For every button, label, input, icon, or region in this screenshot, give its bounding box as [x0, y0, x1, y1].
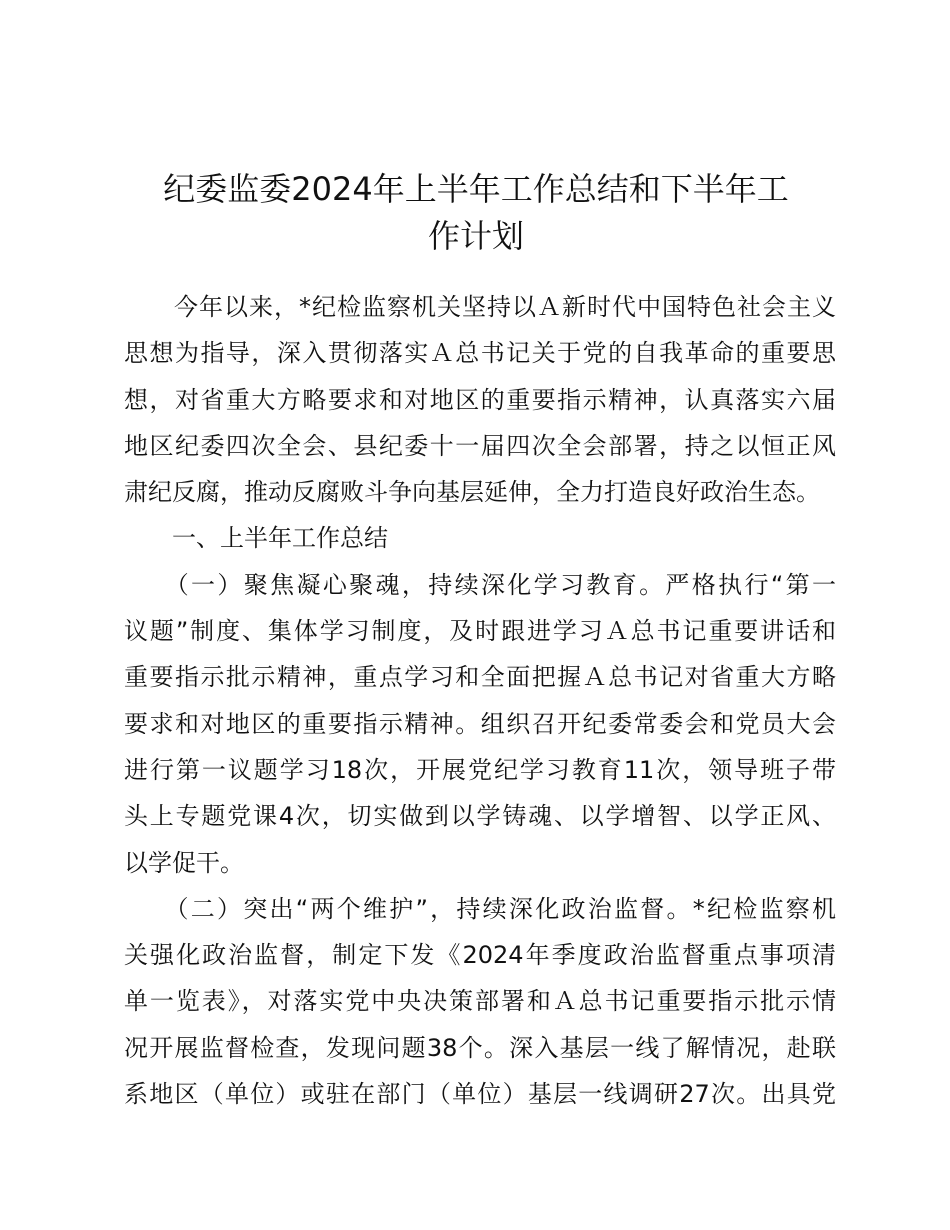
- body-line: 系地区（单位）或驻在部门（单位）基层一线调研27次。出具党: [124, 1080, 836, 1109]
- document-body: [124, 284, 836, 1117]
- body-line: 议题”制度、集体学习制度，及时跟进学习Ａ总书记重要讲话和: [124, 617, 836, 646]
- body-line: 重要指示批示精神，重点学习和全面把握Ａ总书记对省重大方略: [124, 663, 836, 692]
- body-line: 要求和对地区的重要指示精神。组织召开纪委常委会和党员大会: [124, 709, 836, 738]
- body-line: 肃纪反腐，推动反腐败斗争向基层延伸，全力打造良好政治生态。: [124, 478, 820, 507]
- body-line: 单一览表》，对落实党中央决策部署和Ａ总书记重要指示批示情: [124, 987, 836, 1016]
- body-line: （二）突出“两个维护”，持续深化政治监督。*纪检监察机: [124, 894, 836, 923]
- body-line: 地区纪委四次全会、县纪委十一届四次全会部署，持之以恒正风: [124, 431, 836, 460]
- body-line: 况开展监督检查，发现问题38个。深入基层一线了解情况，赴联: [124, 1033, 836, 1062]
- title-line-2: 作计划: [427, 217, 524, 255]
- document-title: [120, 166, 832, 260]
- body-line: 进行第一议题学习18次，开展党纪学习教育11次，领导班子带: [124, 755, 836, 784]
- body-line: 想，对省重大方略要求和对地区的重要指示精神，认真落实六届: [124, 385, 836, 414]
- body-line: 头上专题党课4次，切实做到以学铸魂、以学增智、以学正风、: [124, 802, 836, 831]
- body-line: 思想为指导，深入贯彻落实Ａ总书记关于党的自我革命的重要思: [124, 339, 836, 368]
- body-line: 以学促干。: [124, 848, 244, 877]
- section-heading: 一、上半年工作总结: [124, 524, 388, 553]
- body-line: 关强化政治监督，制定下发《2024年季度政治监督重点事项清: [124, 941, 836, 970]
- title-line-1: 纪委监委2024年上半年工作总结和下半年工: [163, 170, 789, 208]
- body-line: 今年以来，*纪检监察机关坚持以Ａ新时代中国特色社会主义: [124, 293, 836, 321]
- body-line: （一）聚焦凝心聚魂，持续深化学习教育。严格执行“第一: [124, 570, 836, 599]
